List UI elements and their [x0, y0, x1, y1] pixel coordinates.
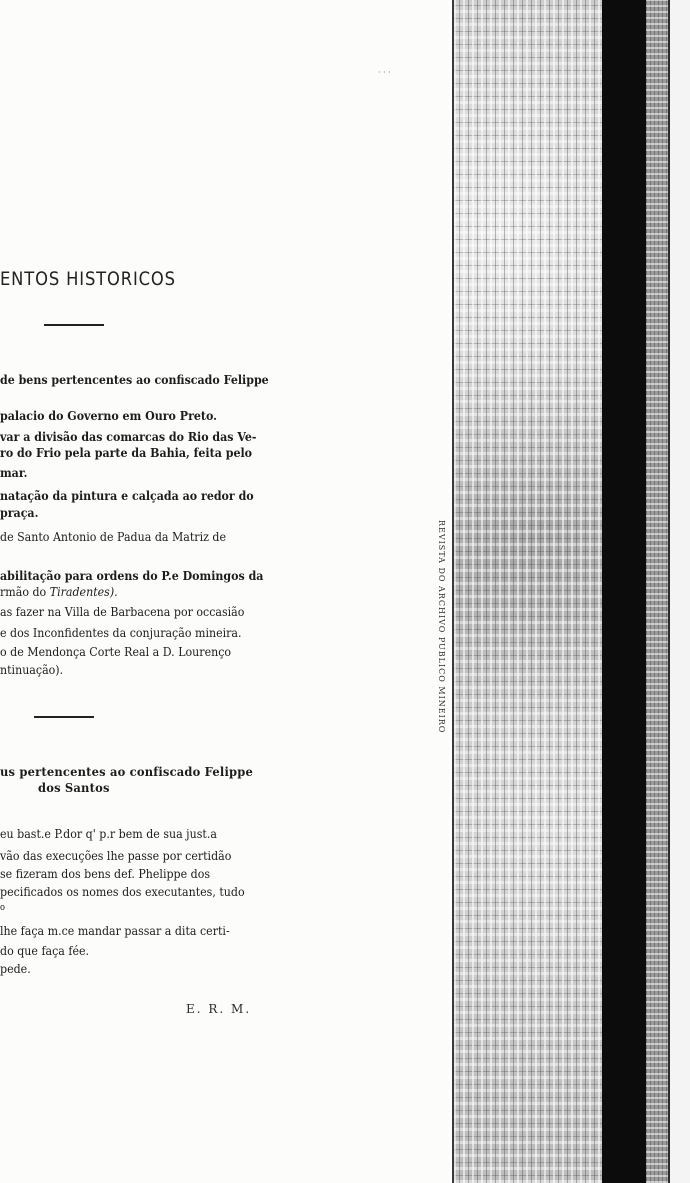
section-heading-line: us pertencentes ao confiscado Felippe	[0, 764, 253, 779]
toc-line	[0, 585, 118, 599]
body-line: pede.	[0, 962, 31, 976]
toc-line: ntinuação).	[0, 663, 64, 677]
toc-line: var a divisão das comarcas do Rio das Ve-	[0, 430, 257, 444]
toc-line: palacio do Governo em Ouro Preto.	[0, 409, 218, 423]
scan-margin	[668, 0, 690, 1183]
toc-line: natação da pintura e calçada ao redor do	[0, 489, 254, 503]
toc-line: as fazer na Villa de Barbacena por occasião	[0, 605, 245, 619]
body-line: eu bast.e P.dor q' p.r bem de sua just.a	[0, 827, 217, 841]
book-cover-edge	[646, 0, 668, 1183]
toc-line-text: rmão do	[0, 585, 47, 599]
book-spine-shadow	[602, 0, 646, 1183]
spine-label: REVISTA DO ARCHIVO PUBLICO MINEIRO	[437, 520, 446, 734]
book-page-edge	[452, 0, 604, 1183]
signature-initials: E. R. M.	[186, 1002, 252, 1016]
toc-line: abilitação para ordens do P.e Domingos da	[0, 569, 264, 583]
toc-line: o de Mendonça Corte Real a D. Lourenço	[0, 645, 232, 659]
toc-line-italic: Tiradentes).	[49, 585, 118, 599]
title-divider	[44, 324, 104, 326]
toc-line: praça.	[0, 506, 39, 520]
toc-line: e dos Inconfidentes da conjuração mineira.	[0, 626, 242, 640]
body-line: o	[0, 903, 5, 913]
section-divider	[34, 716, 94, 718]
body-line: do que faça fée.	[0, 944, 90, 958]
body-line: pecificados os nomes dos executantes, tudo	[0, 885, 245, 899]
page-title: ENTOS HISTORICOS	[0, 268, 176, 290]
body-line: lhe faça m.ce mandar passar a dita certi-	[0, 924, 230, 938]
toc-line: de bens pertencentes ao confiscado Felippe	[0, 373, 269, 387]
toc-line: mar.	[0, 466, 28, 480]
body-line: se fizeram dos bens def. Phelippe dos	[0, 867, 211, 881]
toc-line: de Santo Antonio de Padua da Matriz de	[0, 530, 227, 544]
scan-speck: · · ·	[378, 68, 391, 77]
section-heading-line: dos Santos	[38, 780, 110, 795]
toc-line: ro do Frio pela parte da Bahia, feita pelo	[0, 446, 253, 460]
body-line: vão das execuções lhe passe por certidão	[0, 849, 232, 863]
